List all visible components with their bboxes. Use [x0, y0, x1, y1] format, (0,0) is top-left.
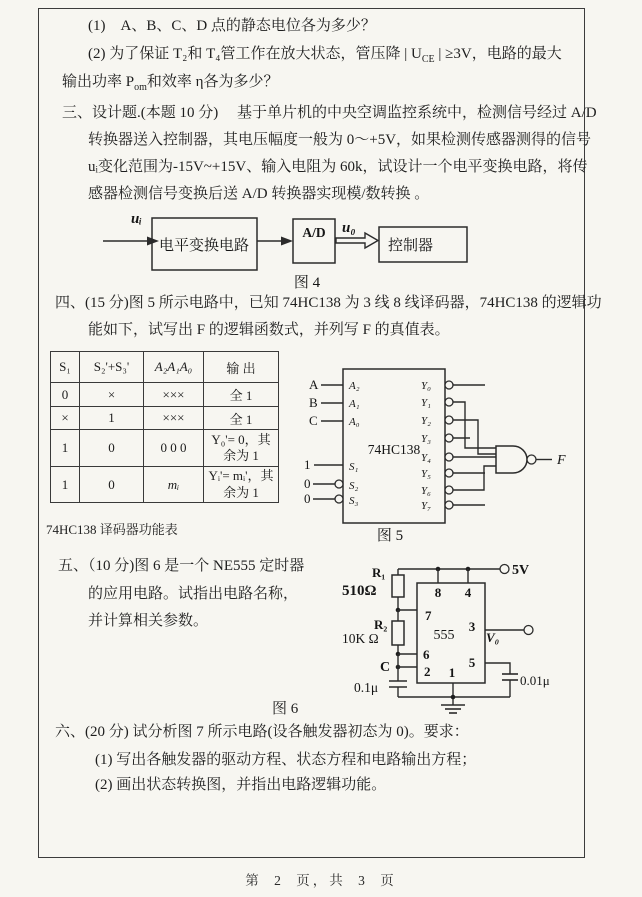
- table-row: [51, 383, 279, 407]
- q2b-sub-om: om: [134, 82, 147, 93]
- fig5-enable-value-1: 1: [304, 457, 311, 472]
- table-row: [51, 430, 279, 467]
- q2-text-post: | ≥3V，电路的最大: [434, 46, 562, 62]
- question-2-line-b: [62, 73, 278, 92]
- fig5-out-y4: Y₄: [421, 452, 431, 464]
- fig6-pin-1: 1: [448, 665, 456, 680]
- fig5-out-y6: Y₆: [421, 485, 431, 497]
- q2-text-pre: (2) 为了保证 T₂和 T₄管工作在放大状态，管压降 | U: [88, 46, 422, 62]
- cell: 0: [80, 430, 144, 467]
- question-6-line-1: 六、(20 分) 试分析图 7 所示电路(设各触发器初态为 0)。要求：: [55, 724, 469, 740]
- fig4-input-arrow: [103, 237, 159, 246]
- fig5-gate-output-label: F: [557, 453, 566, 468]
- figure-6-555-circuit: [330, 553, 595, 723]
- fig5-out-y7: Y₇: [421, 500, 431, 512]
- cell: Y₀'= 0，其余为 1: [204, 430, 279, 467]
- cell: 0 0 0: [144, 430, 204, 467]
- fig6-r1-value: 510Ω: [342, 583, 377, 599]
- fig5-enable-value-3: 0: [304, 491, 311, 506]
- fig6-pin-6: 6: [423, 647, 430, 662]
- q2-sub-ce: CE: [421, 54, 435, 65]
- fig6-chip-label: 555: [433, 628, 455, 643]
- fig5-out-y3: Y₃: [421, 433, 431, 445]
- fig6-r2-value: 10K Ω: [342, 631, 379, 646]
- fig6-pin-2: 2: [424, 664, 431, 679]
- fig5-out-y0: Y₀: [421, 380, 431, 392]
- question-2-line: [88, 45, 562, 64]
- fig6-r1-name: R₁: [372, 565, 386, 580]
- question-3-line-4: 感器检测信号变换后送 A/D 转换器实现模/数转换 。: [88, 186, 430, 202]
- fig6-pin-4: 4: [464, 585, 472, 600]
- q2b-text-pre: 输出功率 P: [62, 74, 135, 90]
- cell: ×: [80, 383, 144, 407]
- fig6-cap2-value: 0.01μ: [520, 673, 550, 688]
- fig4-level-shift-label: 电平变换电路: [158, 238, 250, 254]
- header-a2a1a0: A₂A₁A₀: [144, 352, 204, 383]
- cell: Yᵢ'= mᵢ'，其余为 1: [204, 467, 279, 503]
- fig5-pin-s3: S₃: [349, 495, 359, 507]
- fig6-resistor-r1: [342, 565, 404, 610]
- fig5-nand-gate: [496, 446, 566, 473]
- fig5-input-b: B: [309, 395, 318, 410]
- fig5-s2-bubble: [335, 480, 343, 488]
- question-1-line: (1) A、B、C、D 点的静态电位各为多少？: [88, 18, 376, 34]
- fig5-s3-bubble: [335, 495, 343, 503]
- figure-4-block-diagram: [95, 208, 485, 296]
- question-5-line-2: 的应用电路。试指出电路名称，: [88, 586, 299, 602]
- table-row: [51, 467, 279, 503]
- cell: 1: [51, 430, 80, 467]
- fig5-output-labels: [421, 380, 431, 512]
- question-6-line-3: (2) 画出状态转换图，并指出电路逻辑功能。: [95, 777, 387, 793]
- fig6-top-rail: [398, 563, 529, 578]
- question-4-line-1: 四、(15 分)图 5 所示电路中，已知 74HC138 为 3 线 8 线译码器，74HC138 的逻辑功: [55, 295, 602, 311]
- fig4-input-signal-label: uᵢ: [131, 211, 142, 227]
- fig6-vcc-label: 5V: [512, 563, 530, 578]
- fig6-output: [485, 626, 533, 646]
- fig5-output-wires: [453, 385, 496, 505]
- fig6-bottom-rail-ground: [398, 683, 510, 713]
- q2b-text-post: 和效率 η各为多少？: [146, 74, 279, 90]
- fig6-resistor-r2: [342, 610, 404, 654]
- fig6-cap-name: C: [380, 660, 391, 675]
- question-5-line-1: 五、（10 分)图 6 是一个 NE555 定时器: [58, 558, 305, 574]
- fig5-gate-bubble: [527, 455, 536, 464]
- page-number-footer: 第 2 页，共 3 页: [245, 873, 397, 888]
- fig5-out-y1: Y₁: [421, 397, 431, 409]
- table-row: [51, 407, 279, 430]
- question-4-line-2: 能如下，试写出 F 的逻辑函数式，并列写 F 的真值表。: [88, 322, 450, 338]
- fig6-pin-8: 8: [434, 585, 442, 600]
- table-header-row: [51, 352, 279, 383]
- header-s1: S₁: [51, 352, 80, 383]
- fig6-caption: 图 6: [272, 701, 299, 717]
- fig6-pin-7: 7: [425, 608, 432, 623]
- fig6-cap1-value: 0.1μ: [354, 680, 379, 695]
- fig5-pin-a1: A₁: [349, 398, 360, 410]
- fig4-arrow-2: [257, 237, 293, 246]
- cell: 0: [80, 467, 144, 503]
- header-s2s3: S₂'+S₃': [80, 352, 144, 383]
- cell: 0: [51, 383, 80, 407]
- header-output: 输 出: [204, 352, 279, 383]
- fig6-vcc-terminal: [500, 565, 509, 574]
- question-5-line-3: 并计算相关参数。: [88, 613, 209, 629]
- cell: ×××: [144, 407, 204, 430]
- cell: ×××: [144, 383, 204, 407]
- cell: 全 1: [204, 407, 279, 430]
- question-3-line-1: 三、设计题.(本题 10 分) 基于单片机的中央空调监控系统中，检测信号经过 A/D: [62, 105, 597, 121]
- fig5-pin-a2: A₂: [349, 380, 360, 392]
- cell: ×: [51, 407, 80, 430]
- fig4-ad-label: A/D: [302, 225, 326, 240]
- table-caption: 74HC138 译码器功能表: [46, 522, 178, 537]
- fig5-out-y5: Y₅: [421, 468, 431, 480]
- fig5-caption: 图 5: [376, 528, 404, 544]
- fig6-r2-name: R₂: [374, 617, 388, 632]
- fig6-output-label: V₀: [486, 630, 500, 645]
- fig6-pin-3: 3: [468, 619, 476, 634]
- fig5-address-inputs: [309, 377, 360, 428]
- decoder-function-table: [50, 351, 279, 503]
- cell-mi: mᵢ: [144, 467, 204, 503]
- question-6-line-2: (1) 写出各触发器的驱动方程、状态方程和电路输出方程；: [95, 752, 477, 768]
- fig6-pin-5: 5: [468, 655, 476, 670]
- fig5-out-y2: Y₂: [421, 415, 431, 427]
- cell: 全 1: [204, 383, 279, 407]
- question-3-line-2: 转换器送入控制器，其电压幅度一般为 0～+5V，如果检测传感器测得的信号: [88, 132, 592, 148]
- fig4-output-signal-label: u₀: [342, 220, 356, 236]
- fig5-pin-s2: S₂: [349, 480, 359, 492]
- cell: 1: [80, 407, 144, 430]
- fig5-chip-label: 74HC138: [367, 442, 421, 457]
- fig4-caption: 图 4: [293, 275, 321, 291]
- fig5-input-c: C: [309, 413, 318, 428]
- fig5-enable-value-2: 0: [304, 476, 311, 491]
- fig5-pin-a0: A₀: [349, 416, 360, 428]
- fig6-capacitor-001: [485, 663, 550, 697]
- fig5-input-a: A: [309, 377, 319, 392]
- fig4-controller-label: 控制器: [388, 238, 434, 254]
- figure-5-decoder-circuit: [300, 358, 590, 548]
- fig5-enable-inputs: [304, 457, 359, 507]
- fig5-pin-s1: S₁: [349, 461, 359, 473]
- question-3-line-3: uᵢ变化范围为-15V~+15V、输入电阻为 60k，试设计一个电平变换电路，将传: [88, 159, 588, 175]
- fig6-output-terminal: [524, 626, 533, 635]
- fig6-capacitor-c: [354, 654, 417, 697]
- cell: 1: [51, 467, 80, 503]
- fig5-output-bubbles: [445, 381, 453, 509]
